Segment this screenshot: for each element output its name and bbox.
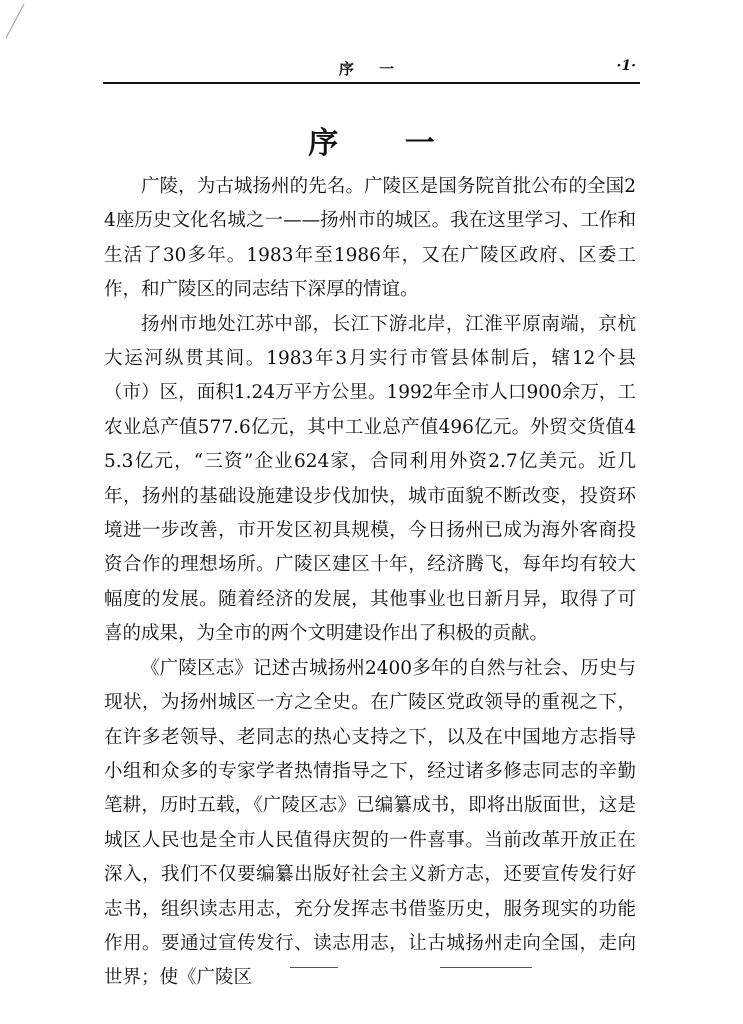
chapter-title: 序 一 bbox=[308, 126, 463, 161]
paragraph-3: 《广陵区志》记述古城扬州2400多年的自然与社会、历史与现状，为扬州城区一方之全史。在广陵区党政领导的重视之下，在许多老领导、老同志的热心支持之下，以及在中国地方志指导小组和众多的专家学者热情指导之下，经过诸多修志同志的辛勤笔耕，历时五载，《广陵区志》已编纂成书，即将出版面世，这是城区人民也是全市人民值得庆贺的一件喜事。当前改革开放正在深入，我们不仅要编纂出版好社会主义新方志，还要宣传发行好志书，组织读志用志，充分发挥志书借鉴历史，服务现实的功能作用。要通过宣传发行、读志用志，让古城扬州走向全国，走向世界；使《广陵区 bbox=[104, 657, 636, 989]
scan-mark bbox=[440, 967, 532, 970]
body-text bbox=[104, 170, 636, 996]
running-head bbox=[103, 58, 640, 80]
scan-mark bbox=[4, 2, 26, 40]
paragraph-1: 广陵，为古城扬州的先名。广陵区是国务院首批公布的全国24座历史文化名城之一——扬州市的城区。我在这里学习、工作和生活了30多年。1983年至1986年，又在广陵区政府、区委工作，和广陵区的同志结下深厚的情谊。 bbox=[104, 176, 636, 301]
header-rule bbox=[103, 82, 640, 84]
scan-mark bbox=[290, 967, 338, 970]
paragraph-2: 扬州市地处江苏中部，长江下游北岸，江淮平原南端，京杭大运河纵贯其间。1983年3月实行市管县体制后，辖12个县（市）区，面积1.24万平方公里。1992年全市人口900余万，工农业总产值577.6亿元，其中工业总产值496亿元。外贸交货值45.3亿元，“三资”企业624家，合同利用外资2.7亿美元。近几年，扬州的基础设施建设步伐加快，城市面貌不断改变，投资环境进一步改善，市开发区初具规模，今日扬州已成为海外客商投资合作的理想场所。广陵区建区十年，经济腾飞，每年均有较大幅度的发展。随着经济的发展，其他事业也日新月异，取得了可喜的成果，为全市的两个文明建设作出了积极的贡献。 bbox=[104, 313, 636, 645]
page-number: ·1· bbox=[616, 58, 636, 74]
running-head-title: 序 一 bbox=[338, 60, 405, 78]
